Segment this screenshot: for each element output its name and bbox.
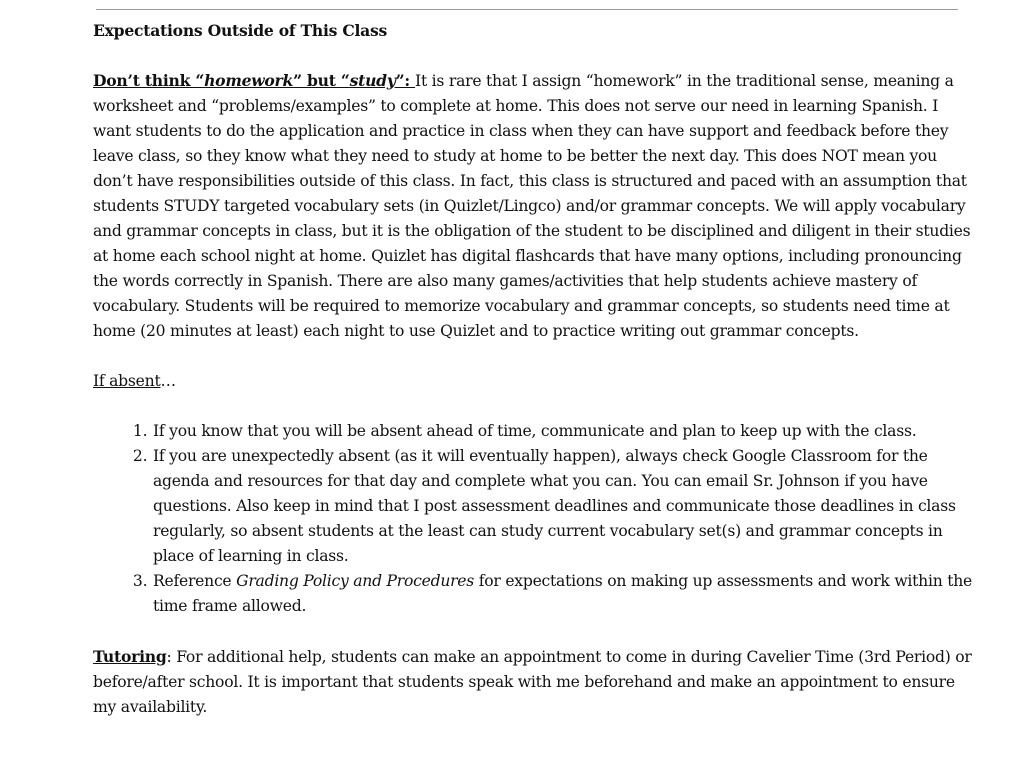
list-item: 2. If you are unexpectedly absent (as it will eventually happen), always check Google Classroom for the agenda and resources for that day and complete what you can. You can email Sr. Johnson if you have questions. Also keep in mind that I post assessment deadlines and communicate those deadlines in class regularly, so absent students at the least can study current vocabulary set(s) and grammar concepts in place of learning in class. <box>152 444 973 569</box>
tutoring-label: Tutoring <box>93 647 167 666</box>
top-divider <box>96 9 958 10</box>
absent-heading: If absent… <box>93 372 176 390</box>
homework-body: It is rare that I assign “homework” in the traditional sense, meaning a worksheet and “problems/examples” to complete at home. This does not serve our need in learning Spanish. I want students to do the application and practice in class when they can have support and feedback before they leave class, so they know what they need to study at home to be better the next day. This does NOT mean you don’t have responsibilities outside of this class. In fact, this class is structured and paced with an assumption that students STUDY targeted vocabulary sets (in Quizlet/Lingco) and/or grammar concepts. We will apply vocabulary and grammar concepts in class, but it is the obligation of the student to be disciplined and diligent in their studies at home each school night at home. Quizlet has digital flashcards that have many options, including pronouncing the words correctly in Spanish. There are also many games/activities that help students achieve mastery of vocabulary. Students will be required to memorize vocabulary and grammar concepts, so students need time at home (20 minutes at least) each night to use Quizlet and to practice writing out grammar concepts. <box>93 72 971 340</box>
absent-list <box>93 419 973 619</box>
homework-lead: Don’t think “homework” but “study”: <box>93 71 416 90</box>
document-page <box>93 18 973 720</box>
list-item: 1. If you know that you will be absent ahead of time, communicate and plan to keep up with the class. <box>152 419 973 444</box>
section-title: Expectations Outside of This Class <box>93 21 388 40</box>
list-item: 3. Reference Grading Policy and Procedures for expectations on making up assessments and work within the time frame allowed. <box>152 569 973 619</box>
tutoring-body: : For additional help, students can make an appointment to come in during Cavelier Time (3rd Period) or before/after school. It is important that students speak with me beforehand and make an appointment to ensure my availability. <box>93 648 972 716</box>
homework-paragraph <box>93 68 973 344</box>
tutoring-paragraph <box>93 644 973 720</box>
